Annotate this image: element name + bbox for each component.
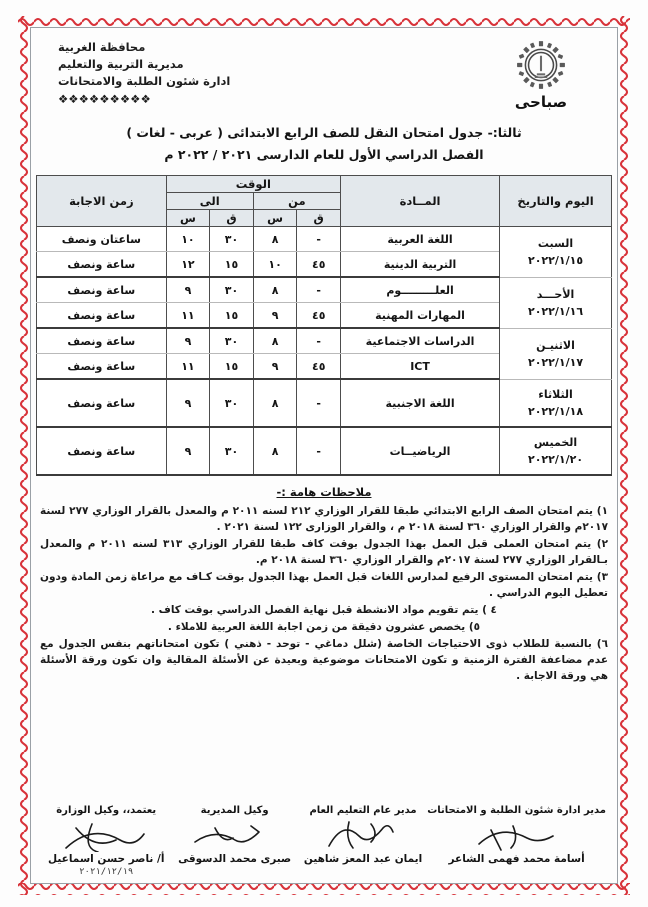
cell-to-minute: ٣٠ (210, 227, 254, 252)
exam-date: ٢٠٢٢/١/١٥ (528, 253, 584, 267)
cell-from-hour: ٩ (253, 354, 297, 380)
cell-to-hour: ١١ (166, 303, 210, 329)
table-row (37, 227, 612, 252)
cell-duration: ساعة ونصف (37, 427, 167, 475)
th-time: الوقت (166, 176, 340, 193)
signature-row (36, 804, 612, 879)
cell-duration: ساعة ونصف (37, 252, 167, 278)
note-item: ٥) يخصص عشرون دقيقة من زمن اجابة اللغة العربية للاملاء . (167, 621, 481, 633)
notes-list (40, 503, 608, 684)
cell-to-hour: ١٠ (166, 227, 210, 252)
day-name: الأحـــد (536, 287, 575, 301)
gear-seal-icon (515, 39, 567, 91)
th-to-minute: ق (210, 210, 254, 227)
cell-day-date (500, 328, 612, 379)
cell-to-hour: ١١ (166, 354, 210, 380)
cell-to-hour: ٩ (166, 328, 210, 354)
signature-block (170, 804, 298, 877)
shift-label: صباحى (514, 93, 568, 111)
handwritten-signature (42, 818, 170, 852)
signature-name: أ/ ناصر حسن اسماعيل (48, 853, 165, 865)
notes-title: ملاحظات هامة :- (276, 485, 372, 499)
exam-date: ٢٠٢٢/١/٢٠ (528, 453, 584, 466)
cell-subject: المهارات المهنية (341, 303, 500, 329)
table-row (37, 328, 612, 354)
exam-schedule-table (36, 175, 612, 476)
th-from-hour: س (253, 210, 297, 227)
cell-day-date (500, 227, 612, 278)
handwritten-signature (170, 818, 298, 852)
note-item: ١) يتم امتحان الصف الرابع الابتدائي طبقا للقرار الوزاري ٢١٢ لسنه ٢٠١١ م والمعدل بالقرار الوزاري ٢٧٧ لسنة ٢٠١٧م والقرار الوزاري ٣٦٠ لسنة ٢٠١٨ م ، والقرار الوزارى ١٢٢ لسنة ٢٠٢١ . (40, 505, 609, 533)
cell-duration: ساعتان ونصف (37, 227, 167, 252)
day-name: السبت (537, 236, 574, 250)
signature-role: وكيل المديرية (200, 805, 269, 816)
cell-to-minute: ٣٠ (210, 427, 254, 475)
signature-name: صبرى محمد الدسوقى (178, 853, 292, 865)
cell-from-minute: - (297, 379, 341, 427)
signature-block (42, 804, 170, 877)
org-line-department: ادارة شئون الطلبة والامتحانات (58, 74, 231, 88)
exam-date: ٢٠٢٢/١/١٦ (528, 304, 584, 318)
cell-duration: ساعة ونصف (37, 354, 167, 380)
cell-duration: ساعة ونصف (37, 379, 167, 427)
th-to-hour: س (166, 210, 210, 227)
exam-date: ٢٠٢٢/١/١٧ (528, 355, 584, 369)
cell-from-minute: - (297, 277, 341, 303)
th-subject: المــادة (341, 176, 500, 227)
cell-to-minute: ٣٠ (210, 379, 254, 427)
signature-role: يعتمد،، وكيل الوزارة (56, 805, 157, 816)
cell-day-date (500, 427, 612, 475)
cell-to-minute: ٣٠ (210, 277, 254, 303)
handwritten-signature (299, 818, 427, 852)
th-day-date: اليوم والتاريخ (500, 176, 612, 227)
cell-day-date (500, 277, 612, 328)
cell-to-hour: ٩ (166, 277, 210, 303)
cell-from-hour: ٩ (253, 303, 297, 329)
cell-from-hour: ٨ (253, 427, 297, 475)
cell-from-minute: ٤٥ (297, 354, 341, 380)
cell-to-minute: ١٥ (210, 252, 254, 278)
signature-date: ٢٠٢١/١٢/١٩ (79, 867, 134, 877)
signature-role: مدير عام التعليم العام (309, 805, 417, 816)
cell-subject: الرياضيــات (341, 427, 500, 475)
cell-duration: ساعة ونصف (37, 303, 167, 329)
cell-day-date (500, 379, 612, 427)
day-name: الاثنيـن (536, 338, 575, 352)
cell-to-hour: ٩ (166, 379, 210, 427)
th-from: من (253, 193, 340, 210)
cell-from-hour: ٨ (253, 328, 297, 354)
cell-to-minute: ١٥ (210, 303, 254, 329)
cell-from-minute: - (297, 328, 341, 354)
cell-subject: التربية الدينية (341, 252, 500, 278)
cell-duration: ساعة ونصف (37, 277, 167, 303)
cell-from-hour: ٨ (253, 227, 297, 252)
cell-subject: اللغة العربية (341, 227, 500, 252)
cell-from-hour: ١٠ (253, 252, 297, 278)
document-header (36, 33, 612, 117)
cell-to-hour: ١٢ (166, 252, 210, 278)
cell-subject: ICT (341, 354, 500, 380)
table-row (37, 427, 612, 475)
cell-to-hour: ٩ (166, 427, 210, 475)
cell-from-hour: ٨ (253, 277, 297, 303)
cell-from-minute: - (297, 227, 341, 252)
organization-block (44, 39, 482, 108)
signature-name: أسامة محمد فهمى الشاعر (448, 853, 585, 865)
signature-name: ايمان عبد المعز شاهين (303, 853, 423, 865)
notes-section (36, 485, 612, 685)
cell-subject: الدراسات الاجتماعية (341, 328, 500, 354)
th-from-minute: ق (297, 210, 341, 227)
cell-from-minute: ٤٥ (297, 303, 341, 329)
table-body (37, 227, 612, 476)
note-item: ٤ ) يتم تقويم مواد الانشطة قبل نهاية الفصل الدراسي بوقت كاف . (151, 604, 497, 616)
signature-role: مدير ادارة شئون الطلبة و الامتحانات (427, 805, 606, 816)
ornament-divider: ❖❖❖❖❖❖❖❖❖ (58, 92, 151, 106)
th-to: الى (166, 193, 253, 210)
cell-to-minute: ١٥ (210, 354, 254, 380)
cell-to-minute: ٣٠ (210, 328, 254, 354)
note-item: ٦) بالنسبة للطلاب ذوى الاحتياجات الخاصة (شلل دماغي - توحد - ذهني ) تكون امتحاناتهم بنفس الجدول مع عدم مضاعفة الفترة الزمنية و تكون الامتحانات موضوعية وبعيدة عن الأسئلة المقالية وان تكون ورقة الأسئلة هي ورقة الاجابة . (40, 638, 608, 682)
table-header-row-1 (37, 176, 612, 193)
title-block (36, 123, 612, 165)
note-item: ٢) يتم امتحان العملى قبل العمل بهذا الجدول بوقت كاف طبقا للقرار الوزاري ٣١٣ لسنه ٢٠١١ م والمعدل بـالقرار الوزاري ٢٧٧ لسنة ٢٠١٧م والقرار الوزاري ٣٦٠ لسنة ٢٠١٨ م. (40, 538, 608, 566)
cell-duration: ساعة ونصف (37, 328, 167, 354)
handwritten-signature (427, 818, 606, 852)
table-row (37, 277, 612, 303)
org-line-governorate: محافظة الغربية (58, 40, 146, 54)
cell-subject: العلـــــــــوم (341, 277, 500, 303)
signature-block (299, 804, 427, 877)
signature-block (427, 804, 606, 877)
page-subtitle: الفصل الدراسي الأول للعام الدارسى ٢٠٢١ / ٢٠٢٢ م (164, 147, 484, 162)
th-duration: زمن الاجابة (37, 176, 167, 227)
day-name: الثلاثاء (538, 387, 573, 401)
note-item: ٣) يتم امتحان المستوى الرفيع لمدارس اللغات قبل العمل بهذا الجدول بوقت كـاف مع مراعاة زمن المادة ودون تعطيل اليوم الدراسي . (40, 571, 608, 599)
table-row (37, 379, 612, 427)
cell-from-minute: - (297, 427, 341, 475)
day-name: الخميس (533, 436, 578, 449)
cell-from-minute: ٤٥ (297, 252, 341, 278)
cell-from-hour: ٨ (253, 379, 297, 427)
logo-block (482, 39, 600, 111)
page-title: ثالثا:- جدول امتحان النقل للصف الرابع الابتدائى ( عربى - لغات ) (126, 125, 522, 140)
cell-subject: اللغة الاجنبية (341, 379, 500, 427)
table-head (37, 176, 612, 227)
exam-date: ٢٠٢٢/١/١٨ (528, 404, 584, 418)
org-line-directorate: مديرية التربية والتعليم (58, 57, 184, 71)
